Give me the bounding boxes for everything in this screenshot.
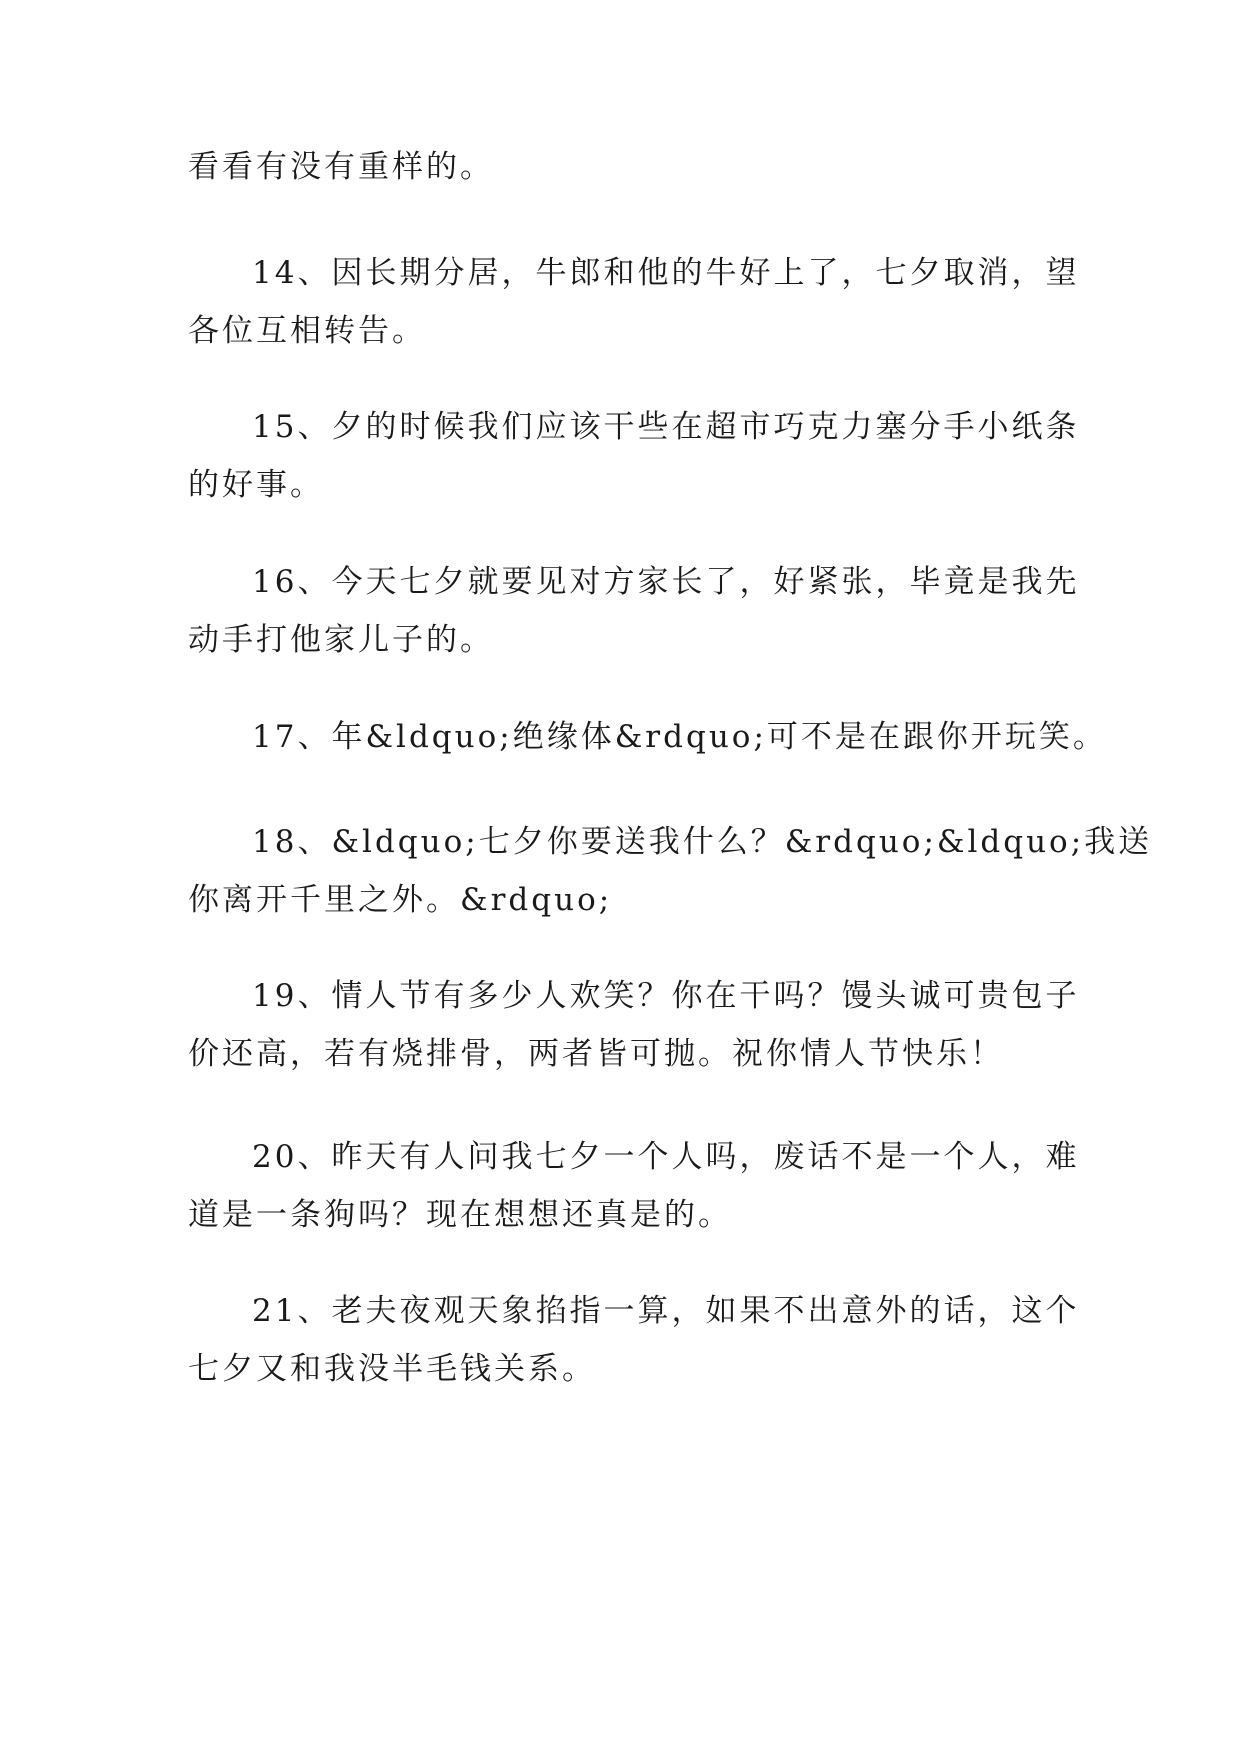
text-line: 19、情人节有多少人欢笑？你在干吗？馒头诚可贵包子 [252,978,1080,1014]
text-line: 价还高，若有烧排骨，两者皆可抛。祝你情人节快乐！ [188,1036,1004,1072]
text-line: 你离开千里之外。&rdquo; [188,882,613,918]
paragraph-item-21 [188,1282,1080,1398]
text-line: 18、&ldquo;七夕你要送我什么？&rdquo;&ldquo;我送 [252,824,1153,860]
paragraph-item-18 [188,813,1153,929]
paragraph-item-15 [188,398,1080,514]
text-line: 21、老夫夜观天象掐指一算，如果不出意外的话，这个 [252,1293,1080,1329]
text-line: 动手打他家儿子的。 [188,622,494,658]
paragraph-item-20 [188,1128,1080,1244]
text-line: 七夕又和我没半毛钱关系。 [188,1351,596,1387]
text-line: 道是一条狗吗？现在想想还真是的。 [188,1197,732,1233]
text-line: 14、因长期分居，牛郎和他的牛好上了，七夕取消，望 [252,255,1080,291]
paragraph-item-14 [188,244,1080,360]
paragraph-item-19 [188,967,1080,1083]
text-line: 20、昨天有人问我七夕一个人吗，废话不是一个人，难 [252,1139,1080,1175]
text-line: 17、年&ldquo;绝缘体&rdquo;可不是在跟你开玩笑。 [252,719,1107,755]
paragraph-item-16 [188,553,1080,669]
text-line: 各位互相转告。 [188,313,426,349]
text-line: 15、夕的时候我们应该干些在超市巧克力塞分手小纸条 [252,409,1080,445]
text-line: 看看有没有重样的。 [188,149,494,185]
paragraph-continuation [188,138,1058,196]
paragraph-item-17 [188,708,1107,766]
text-line: 16、今天七夕就要见对方家长了，好紧张，毕竟是我先 [252,564,1080,600]
text-line: 的好事。 [188,467,324,503]
